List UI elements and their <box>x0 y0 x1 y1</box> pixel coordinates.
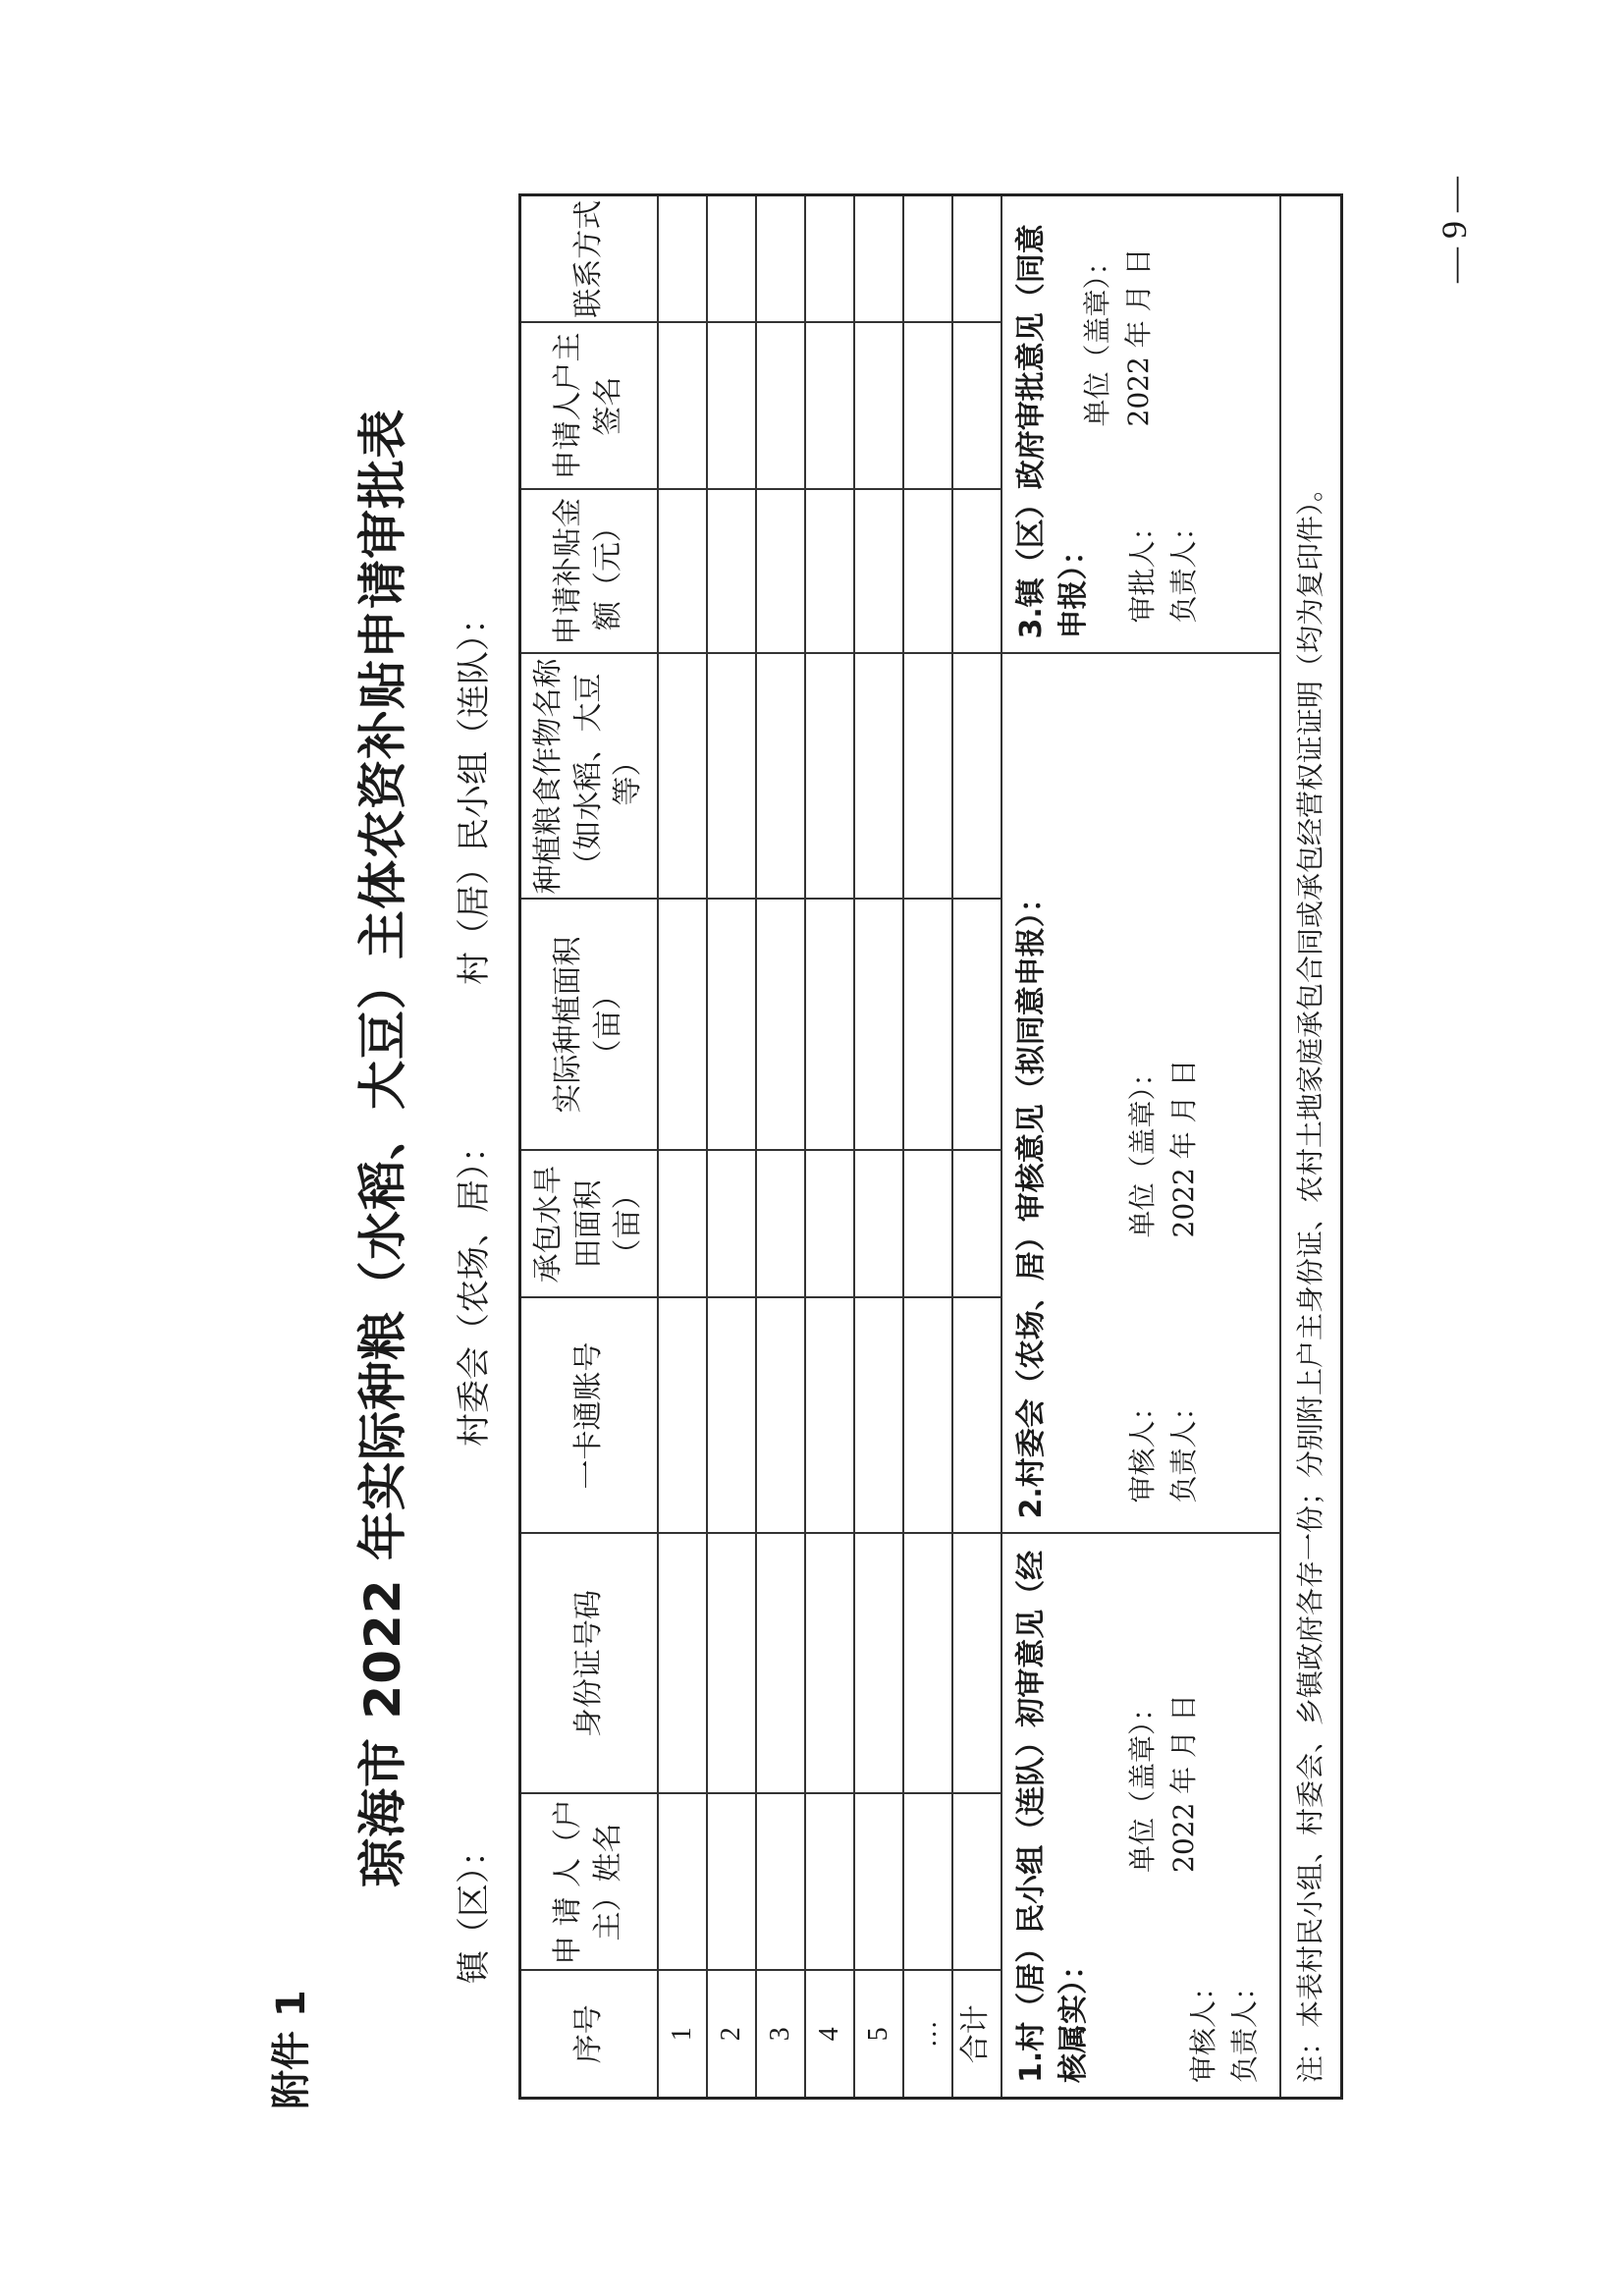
table-cell <box>952 900 1001 1151</box>
table-cell <box>756 654 805 900</box>
table-cell <box>756 323 805 490</box>
table-cell <box>903 323 952 490</box>
table-cell <box>952 1298 1001 1534</box>
col-header-planted-area: 实际种植面积（亩） <box>520 900 658 1151</box>
total-row <box>952 195 1001 2099</box>
table-cell <box>658 195 707 323</box>
group-date-label: 2022 年 月 日 <box>1166 1694 1200 1873</box>
table-row <box>854 195 903 2099</box>
town-approver-label: 审批人： <box>1125 513 1159 624</box>
town-unit-stamp-label: 单位（盖章）： <box>1080 247 1113 427</box>
table-cell <box>903 1151 952 1298</box>
table-cell <box>952 654 1001 900</box>
table-cell <box>707 900 756 1151</box>
table-cell <box>805 1151 854 1298</box>
table-cell <box>903 654 952 900</box>
row-index: 1 <box>658 1971 707 2099</box>
col-header-contract-area: 承包水旱田面积（亩） <box>520 1151 658 1298</box>
group-reviewer-label: 审核人： <box>1186 1972 1219 2083</box>
table-cell <box>903 900 952 1151</box>
table-row <box>756 195 805 2099</box>
table-cell <box>756 1794 805 1971</box>
table-cell <box>805 195 854 323</box>
row-index: 2 <box>707 1971 756 2099</box>
col-header-subsidy-amount: 申请补贴金额（元） <box>520 490 658 654</box>
total-label: 合计 <box>952 1971 1001 2099</box>
table-row <box>658 195 707 2099</box>
table-cell <box>952 195 1001 323</box>
table-cell <box>805 1794 854 1971</box>
town-approval-heading: 3.镇（区）政府审批意见（同意申报）： <box>1013 224 1091 639</box>
header-row <box>520 195 658 2099</box>
table-cell <box>707 1298 756 1534</box>
col-header-index: 序号 <box>520 1971 658 2099</box>
town-date-label: 2022 年 月 日 <box>1121 247 1155 427</box>
table-cell <box>854 1151 903 1298</box>
col-header-crop-name: 种植粮食作物名称（如水稻、大豆等） <box>520 654 658 900</box>
table-row <box>707 195 756 2099</box>
row-index: 4 <box>805 1971 854 2099</box>
table-cell <box>952 1794 1001 1971</box>
table-cell <box>707 1794 756 1971</box>
form-title: 琼海市 2022 年实际种粮（水稻、大豆）主体农资补贴申请审批表 <box>354 409 411 1887</box>
town-responsible-label: 负责人： <box>1166 513 1200 624</box>
village-reviewer-label: 审核人： <box>1125 1393 1159 1503</box>
group-responsible-label: 负责人： <box>1227 1972 1261 2083</box>
table-cell <box>854 900 903 1151</box>
row-index: 3 <box>756 1971 805 2099</box>
table-cell <box>707 654 756 900</box>
group-unit-stamp-label: 单位（盖章）： <box>1125 1693 1159 1873</box>
table-cell <box>756 1298 805 1534</box>
town-approval-section <box>1001 195 1280 654</box>
town-field-label: 镇（区）： <box>455 1833 494 1984</box>
col-header-applicant-name: 申 请 人（户主）姓名 <box>520 1794 658 1971</box>
table-cell <box>952 490 1001 654</box>
table-cell <box>658 1794 707 1971</box>
footnote: 注：本表村民小组、村委会、乡镇政府各存一份；分别附上户主身份证、农村土地家庭承包合同或承包经营权证证明（均为复印件）。 <box>1280 195 1342 2099</box>
row-index: … <box>903 1971 952 2099</box>
table-cell <box>903 1534 952 1794</box>
group-review-heading: 1.村（居）民小组（连队）初审意见（经核属实）： <box>1013 1550 1091 2083</box>
table-cell <box>854 1794 903 1971</box>
table-cell <box>854 1298 903 1534</box>
table-cell <box>952 1151 1001 1298</box>
table-cell <box>952 323 1001 490</box>
row-index: 5 <box>854 1971 903 2099</box>
table-cell <box>707 195 756 323</box>
table-cell <box>903 1298 952 1534</box>
col-header-account-number: 一卡通账号 <box>520 1298 658 1534</box>
table-cell <box>854 195 903 323</box>
table-cell <box>756 195 805 323</box>
table-cell <box>658 900 707 1151</box>
note-row <box>1280 195 1342 2099</box>
approval-row <box>1001 195 1280 2099</box>
col-header-contact: 联系方式 <box>520 195 658 323</box>
table-cell <box>658 490 707 654</box>
table-cell <box>658 323 707 490</box>
table-cell <box>707 323 756 490</box>
group-review-section <box>1001 1534 1280 2099</box>
table-cell <box>903 1794 952 1971</box>
table-row <box>805 195 854 2099</box>
table-cell <box>756 900 805 1151</box>
table-cell <box>903 195 952 323</box>
table-cell <box>658 654 707 900</box>
table-cell <box>658 1298 707 1534</box>
table-cell <box>854 323 903 490</box>
village-date-label: 2022 年 月 日 <box>1166 1059 1200 1238</box>
table-cell <box>756 490 805 654</box>
table-cell <box>952 1534 1001 1794</box>
attachment-label: 附件 1 <box>269 1990 314 2109</box>
village-committee-field-label: 村委会（农场、居）： <box>455 1129 494 1447</box>
col-header-id-number: 身份证号码 <box>520 1534 658 1794</box>
village-unit-stamp-label: 单位（盖章）： <box>1125 1059 1159 1238</box>
table-cell <box>903 490 952 654</box>
table-cell <box>805 900 854 1151</box>
table-cell <box>805 1298 854 1534</box>
table-cell <box>805 1534 854 1794</box>
group-field-label: 村（居）民小组（连队）： <box>455 601 494 985</box>
page-number: — 9 — <box>1434 177 1474 283</box>
table-cell <box>805 323 854 490</box>
table-cell <box>707 490 756 654</box>
table-row <box>903 195 952 2099</box>
col-header-signature: 申请人户主签名 <box>520 323 658 490</box>
village-responsible-label: 负责人： <box>1166 1393 1200 1503</box>
village-review-section <box>1001 654 1280 1534</box>
table-cell <box>805 490 854 654</box>
table-cell <box>756 1151 805 1298</box>
subsidy-application-table <box>518 193 1343 2100</box>
table-cell <box>854 490 903 654</box>
table-cell <box>854 654 903 900</box>
table-cell <box>756 1534 805 1794</box>
table-cell <box>658 1534 707 1794</box>
village-review-heading: 2.村委会（农场、居）审核意见（拟同意申报）： <box>1013 883 1049 1519</box>
table-cell <box>707 1534 756 1794</box>
table-cell <box>707 1151 756 1298</box>
table-cell <box>658 1151 707 1298</box>
table-cell <box>854 1534 903 1794</box>
table-cell <box>805 654 854 900</box>
